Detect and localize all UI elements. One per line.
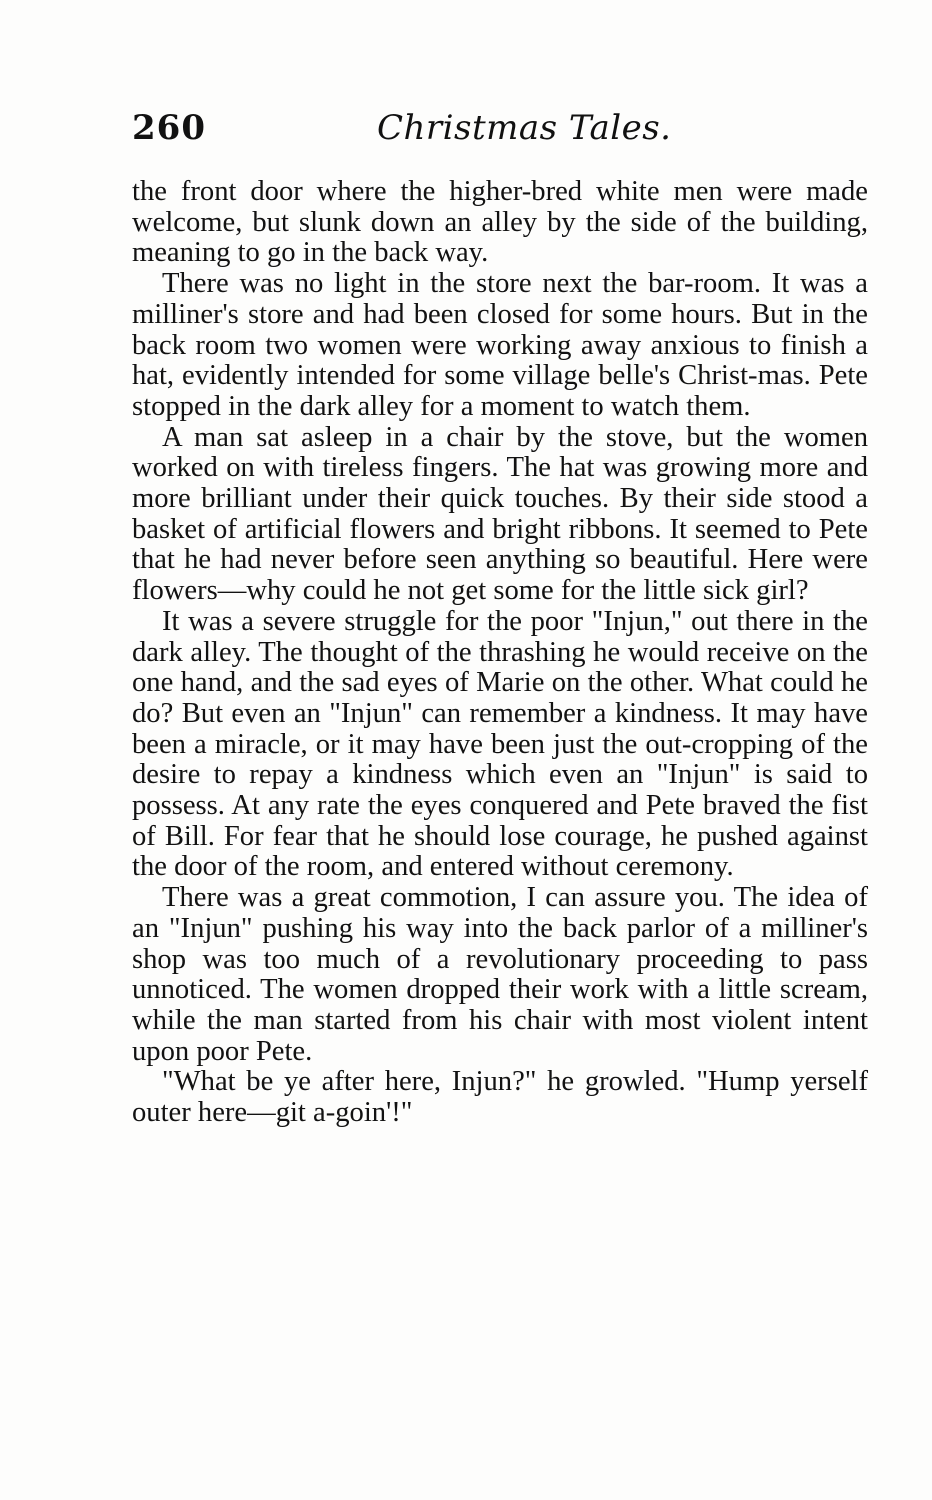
body-text xyxy=(132,177,868,1129)
running-title: Christmas Tales. xyxy=(377,108,672,148)
paragraph-1: the front door where the higher-bred white men were made welcome, but slunk down an alley by the side of the building, meaning to go in the back way. xyxy=(132,176,868,269)
page-number: 260 xyxy=(132,108,206,148)
paragraph-5: There was a great commotion, I can assure you. The idea of an "Injun" pushing his way into the back parlor of a milliner's shop was too much of a revolutionary proceeding to pass unnoticed. The women dropped their work with a little scream, while the man started from his chair with most violent intent upon poor Pete. xyxy=(132,882,868,1067)
paragraph-2: There was no light in the store next the bar-room. It was a milliner's store and had been closed for some hours. But in the back room two women were working away anxious to finish a hat, evidently intended for some village belle's Christ-mas. Pete stopped in the dark alley for a moment to watch them. xyxy=(132,268,868,422)
page-header xyxy=(132,108,868,158)
paragraph-4: It was a severe struggle for the poor "Injun," out there in the dark alley. The thought of the thrashing he would receive on the one hand, and the sad eyes of Marie on the other. What could he do? But even an "Injun" can remember a kindness. It may have been a miracle, or it may have been just the out-cropping of the desire to repay a kindness which even an "Injun" is said to possess. At any rate the eyes conquered and Pete braved the fist of Bill. For fear that he should lose courage, he pushed against the door of the room, and entered without ceremony. xyxy=(132,605,868,883)
paragraph-3: A man sat asleep in a chair by the stove, but the women worked on with tireless fingers. The hat was growing more and more brilliant under their quick touches. By their side stood a basket of artificial flowers and bright ribbons. It seemed to Pete that he had never before seen anything so beautiful. Here were flowers—why could he not get some for the little sick girl? xyxy=(132,421,868,607)
paragraph-6: "What be ye after here, Injun?" he growled. "Hump yerself outer here—git a-goin'!" xyxy=(132,1066,868,1129)
